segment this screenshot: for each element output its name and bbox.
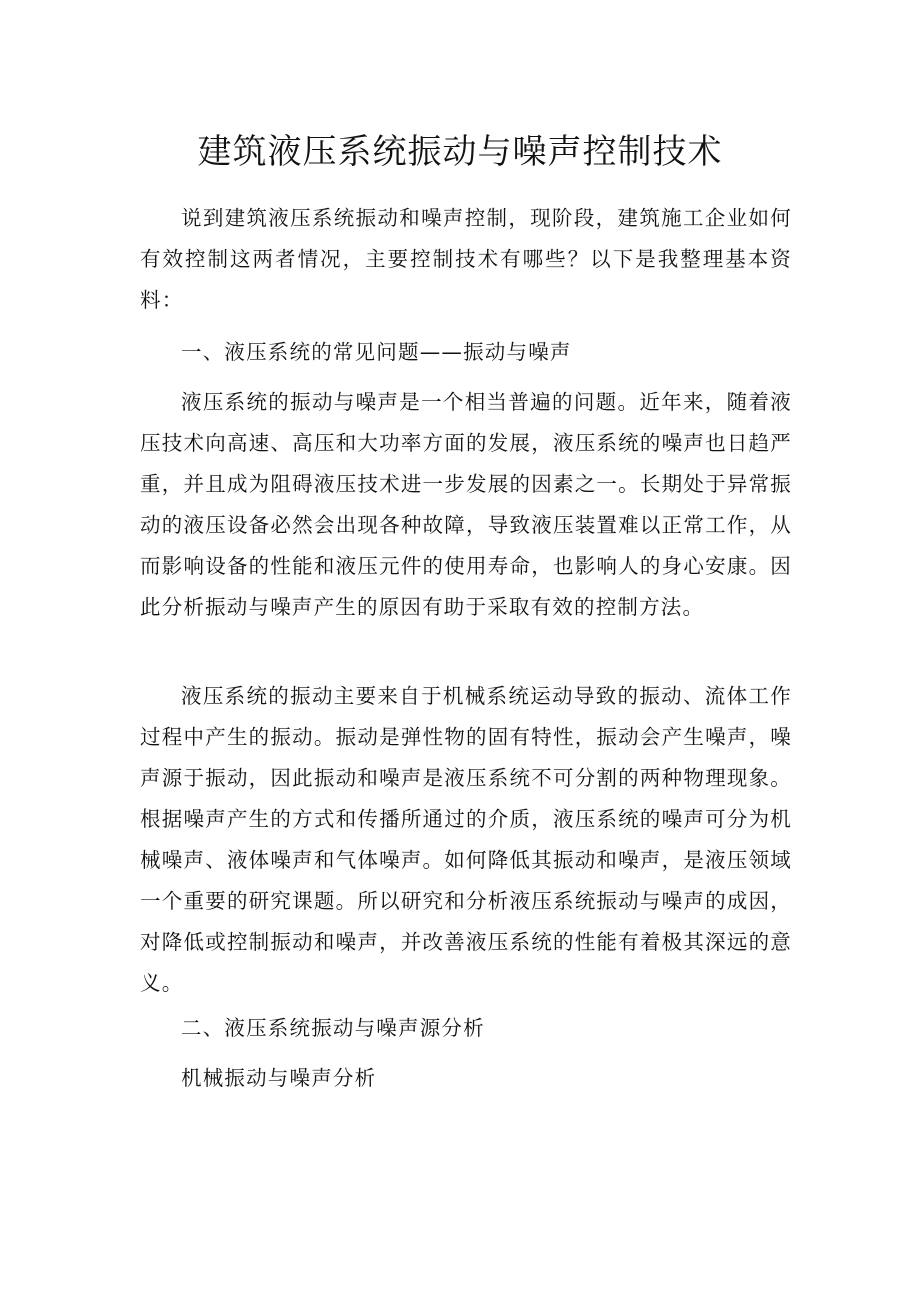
document-title: 建筑液压系统振动与噪声控制技术 (197, 132, 723, 172)
subsection-heading-mechanical: 机械振动与噪声分析 (181, 1066, 377, 1090)
section-heading-2: 二、液压系统振动与噪声源分析 (181, 1016, 485, 1040)
paragraph-vibration-noise-problem: 液压系统的振动与噪声是一个相当普遍的问题。近年来，随着液压技术向高速、高压和大功率方面的发展，液压系统的噪声也日趋严重，并且成为阻碍液压技术进一步发展的因素之一。长期处于异常振动的液压设备必然会出现各种故障，导致液压装置难以正常工作，从而影响设备的性能和液压元件的使用寿命，也影响人的身心安康。因此分析振动与噪声产生的原因有助于采取有效的控制方法。 (140, 390, 792, 619)
paragraph-vibration-sources: 液压系统的振动主要来自于机械系统运动导致的振动、流体工作过程中产生的振动。振动是弹性物的固有特性，振动会产生噪声，噪声源于振动，因此振动和噪声是液压系统不可分割的两种物理现象。根据噪声产生的方式和传播所通过的介质，液压系统的噪声可分为机械噪声、液体噪声和气体噪声。如何降低其振动和噪声，是液压领域一个重要的研究课题。所以研究和分析液压系统振动与噪声的成因，对降低或控制振动和噪声，并改善液压系统的性能有着极其深远的意义。 (140, 684, 792, 995)
section-heading-1: 一、液压系统的常见问题——振动与噪声 (181, 340, 572, 364)
intro-paragraph: 说到建筑液压系统振动和噪声控制，现阶段，建筑施工企业如何有效控制这两者情况，主要控制技术有哪些？以下是我整理基本资料： (140, 206, 792, 312)
